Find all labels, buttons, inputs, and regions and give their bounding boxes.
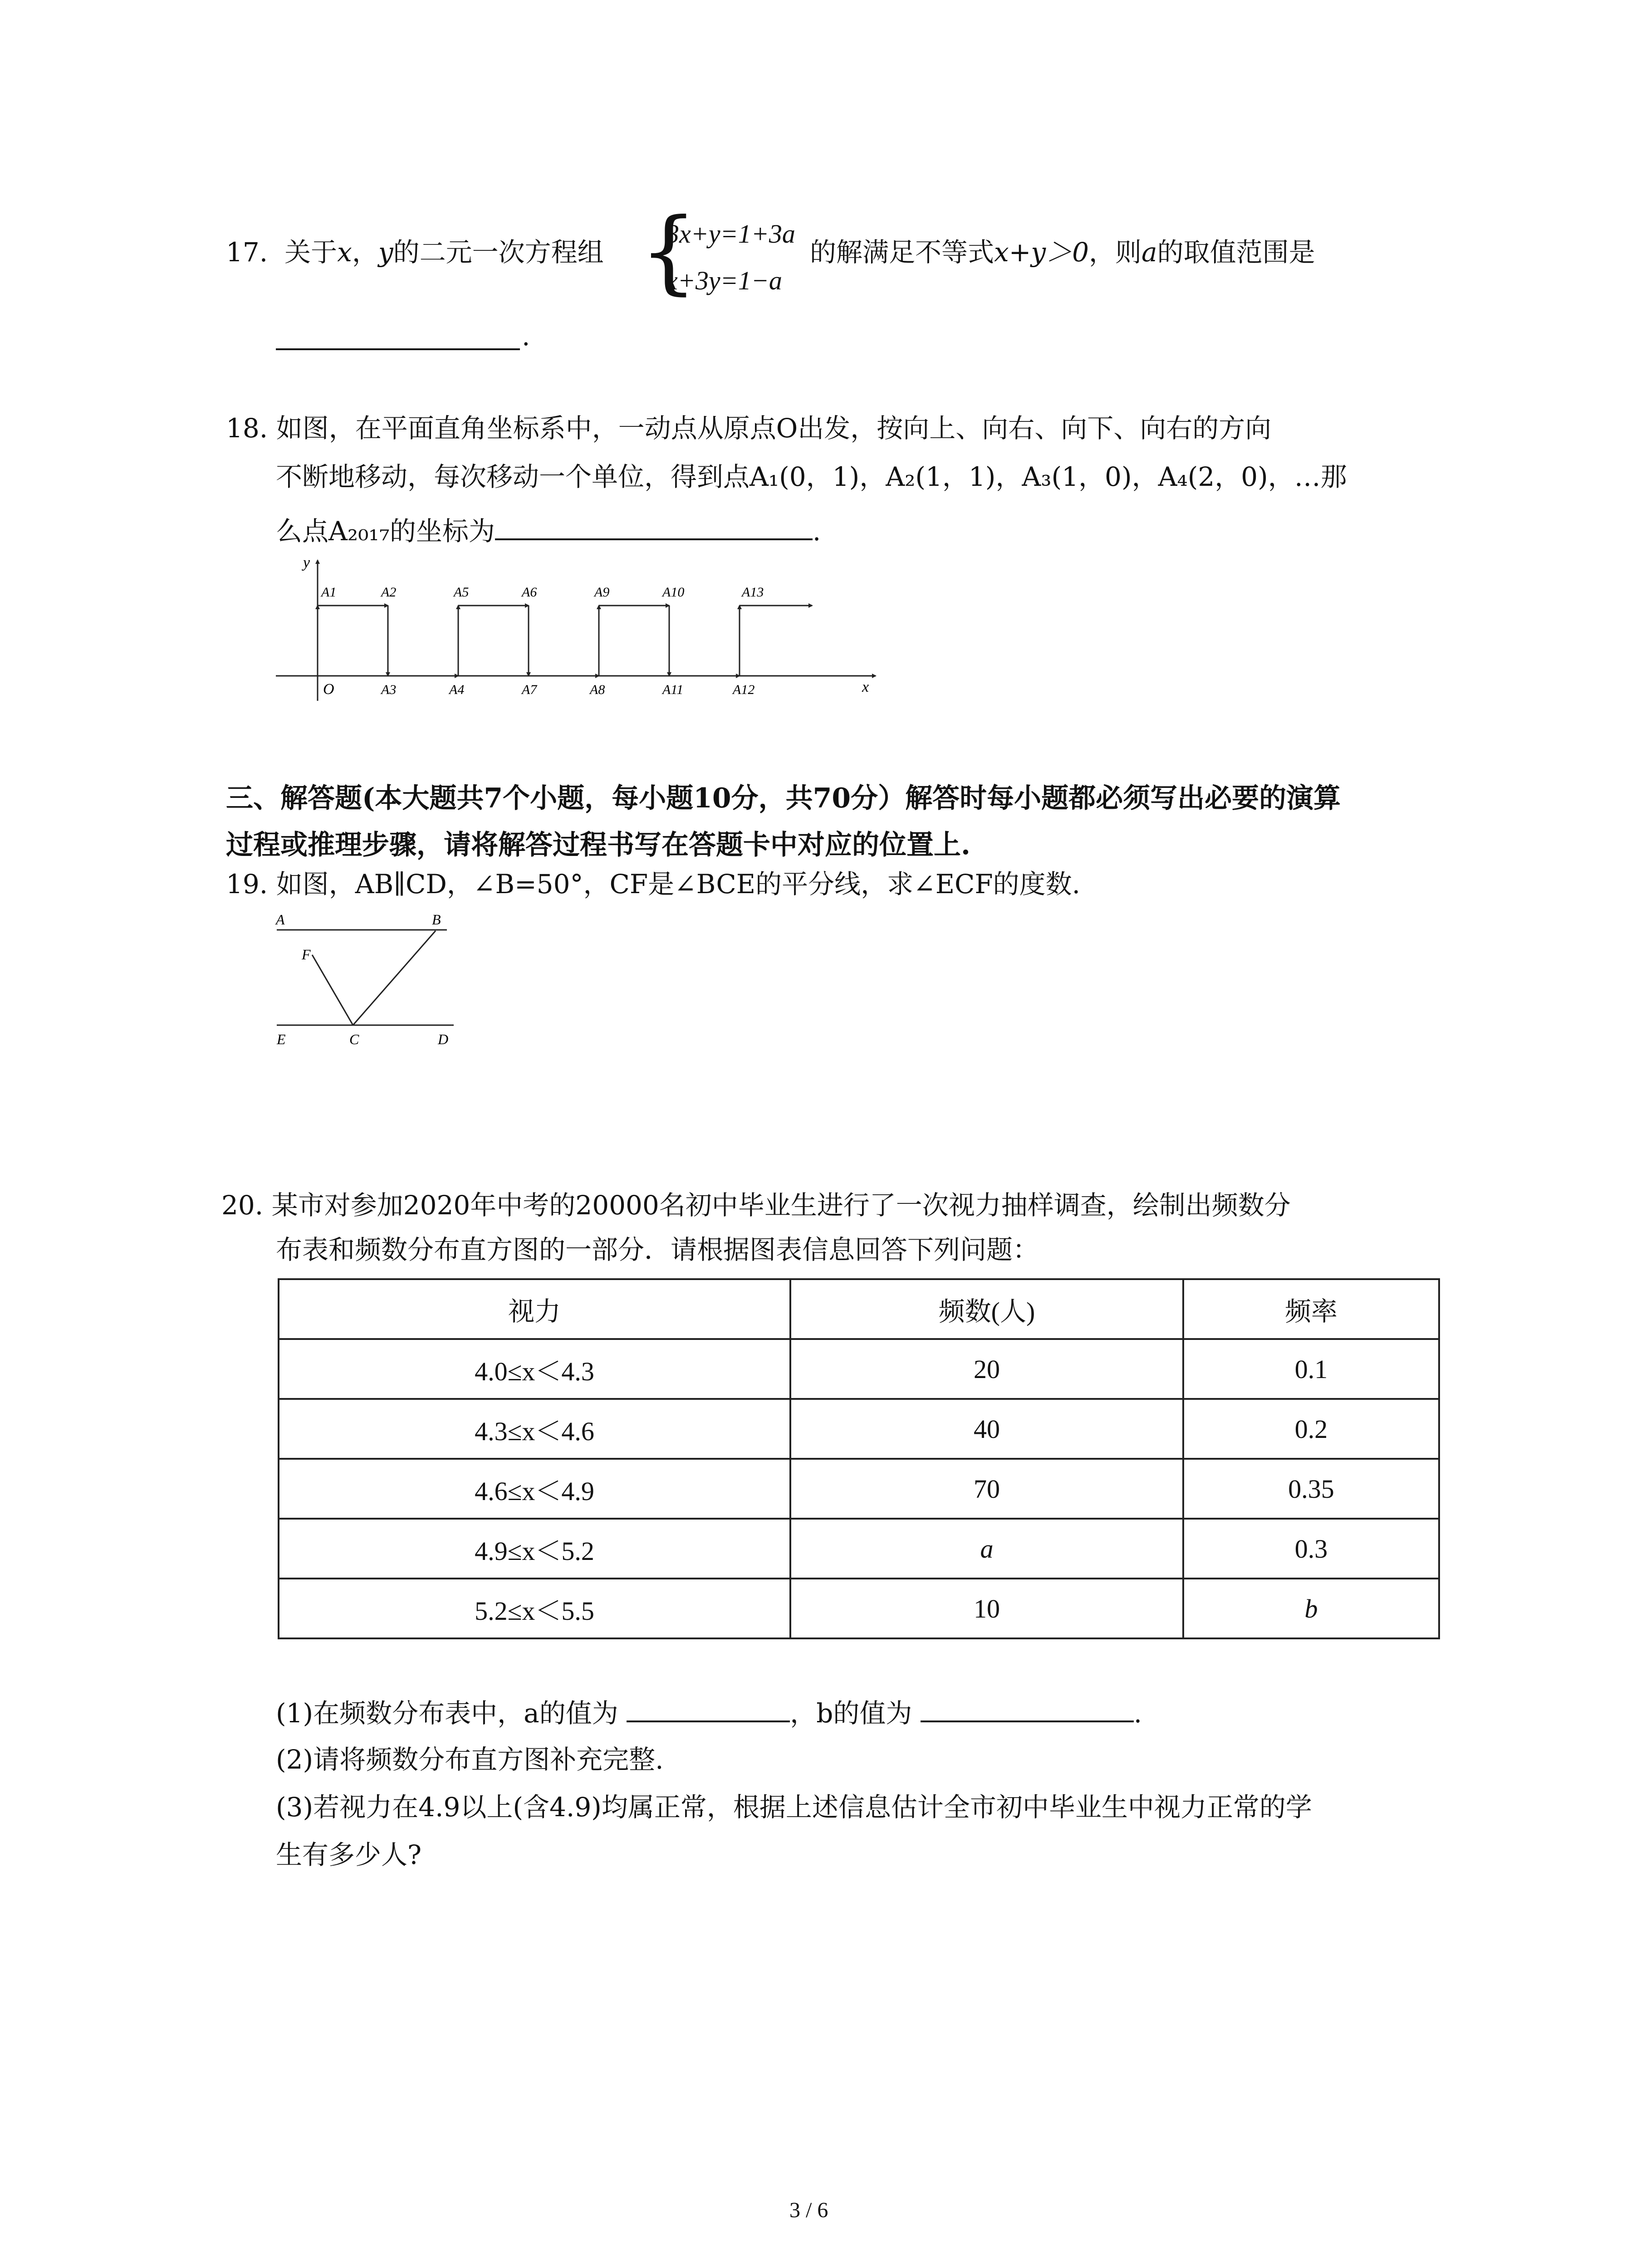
q17-end: .: [522, 321, 530, 352]
table-header-cell: 视力: [279, 1279, 790, 1339]
table-cell: a: [790, 1519, 1183, 1579]
q18-label-A5: A5: [454, 585, 469, 600]
q20-sub3-line1: (3)若视力在4.9以上(含4.9)均属正常，根据上述信息估计全市初中毕业生中视力正常的学: [276, 1792, 1312, 1823]
q19-label-D: D: [438, 1031, 449, 1047]
table-cell: 0.2: [1183, 1399, 1439, 1459]
q17-post2: ，则: [1089, 237, 1142, 268]
q18-label-A7: A7: [522, 682, 537, 697]
table-cell: b: [1183, 1579, 1439, 1638]
q18-axis-y-label: y: [303, 556, 310, 571]
q20-text1: 某市对参加2020年中考的20000名初中毕业生进行了一次视力抽样调查，绘制出频数分: [271, 1190, 1291, 1221]
table-header-row: [279, 1279, 1439, 1339]
q17-tail: [810, 237, 1315, 268]
q17-a: a: [1141, 237, 1157, 268]
table-cell: 5.2≤x＜5.5: [279, 1579, 790, 1638]
table-cell: 0.35: [1183, 1459, 1439, 1519]
q18-line1: [226, 413, 1272, 444]
q20-sub2: (2)请将频数分布直方图补充完整.: [276, 1744, 664, 1775]
q20-a-blank[interactable]: [627, 1721, 790, 1722]
q19-line: [226, 871, 1080, 897]
q19-label-C: C: [349, 1031, 359, 1047]
q18-figure: [272, 556, 880, 705]
table-row: [279, 1399, 1439, 1459]
q17-number: 17.: [226, 237, 268, 268]
table-cell: 10: [790, 1579, 1183, 1638]
table-cell: 4.9≤x＜5.2: [279, 1519, 790, 1579]
table-row: [279, 1579, 1439, 1638]
q17-eq1: 3x+y=1+3a: [666, 219, 795, 249]
table-row: [279, 1459, 1439, 1519]
q17-pre: 关于: [284, 237, 338, 268]
q18-label-A13: A13: [742, 585, 764, 600]
q17-mid: 的二元一次方程组: [393, 237, 604, 268]
q17-ineq: x+y＞0: [994, 237, 1089, 268]
q18-axis-x-label: x: [862, 679, 869, 695]
q20-sub1: [276, 1698, 1142, 1729]
q18-line3-pre: 么点A₂₀₁₇的坐标为: [276, 516, 495, 547]
q17-eq2: x+3y=1−a: [666, 266, 782, 295]
q19-number: 19.: [226, 869, 268, 899]
q17-sep: ，: [352, 237, 378, 268]
q20-b-blank[interactable]: [921, 1721, 1134, 1722]
table-cell: 20: [790, 1339, 1183, 1399]
q18-label-A10: A10: [662, 585, 685, 600]
table-cell: 40: [790, 1399, 1183, 1459]
table-cell: 4.0≤x＜4.3: [279, 1339, 790, 1399]
q17-x: x: [337, 237, 352, 268]
q18-label-A9: A9: [594, 585, 610, 600]
table-row: [279, 1519, 1439, 1579]
q18-label-A2: A2: [381, 585, 397, 600]
table-cell: 70: [790, 1459, 1183, 1519]
q17-answer-blank[interactable]: [276, 348, 520, 350]
q19-text: 如图，AB∥CD，∠B=50°，CF是∠BCE的平分线，求∠ECF的度数.: [276, 869, 1081, 899]
q20-sub1-mid: ，b的值为: [790, 1698, 912, 1729]
q20-line2: 布表和频数分布直方图的一部分．请根据图表信息回答下列问题：: [276, 1234, 1039, 1265]
table-cell: 0.3: [1183, 1519, 1439, 1579]
q19-label-A: A: [276, 911, 285, 928]
q19-label-B: B: [432, 911, 441, 928]
q18-label-A1: A1: [321, 585, 337, 600]
table-cell: 0.1: [1183, 1339, 1439, 1399]
table-cell: 4.3≤x＜4.6: [279, 1399, 790, 1459]
q17-post3: 的取值范围是: [1157, 237, 1315, 268]
table-cell: 4.6≤x＜4.9: [279, 1459, 790, 1519]
q20-sub1-end: .: [1133, 1698, 1142, 1729]
q20-sub1-pre: (1)在频数分布表中，a的值为: [276, 1698, 618, 1729]
q19-figure: [272, 907, 463, 1057]
q18-label-A4: A4: [449, 682, 465, 697]
q17-brace: {: [640, 199, 698, 304]
q18-label-A12: A12: [733, 682, 755, 697]
q18-line2: 不断地移动，每次移动一个单位，得到点A₁(0，1)，A₂(1，1)，A₃(1，0)，A₄(2，0)，…那: [276, 461, 1347, 492]
q20-line1: [221, 1190, 1291, 1221]
q17-post1: 的解满足不等式: [810, 237, 994, 268]
table-header-cell: 频率: [1183, 1279, 1439, 1339]
frequency-table: [278, 1278, 1440, 1639]
q18-label-A11: A11: [662, 682, 684, 697]
q20-number: 20.: [221, 1190, 264, 1221]
q18-text1: 如图，在平面直角坐标系中，一动点从原点O出发，按向上、向右、向下、向右的方向: [276, 413, 1272, 444]
q18-number: 18.: [226, 413, 268, 444]
page-number: 3 / 6: [789, 2198, 828, 2222]
q18-label-A3: A3: [381, 682, 397, 697]
q18-line3-end: .: [812, 516, 821, 547]
q20-sub3-line2: 生有多少人?: [276, 1839, 422, 1870]
q19-label-E: E: [277, 1031, 286, 1047]
section3-line2: 过程或推理步骤，请将解答过程书写在答题卡中对应的位置上.: [226, 829, 970, 861]
q18-label-A6: A6: [522, 585, 537, 600]
q17-line: [226, 237, 604, 268]
q19-label-F: F: [302, 946, 311, 963]
q18-answer-blank[interactable]: [495, 538, 813, 540]
section3-line1: 三、解答题(本大题共7个小题，每小题10分，共70分）解答时每小题都必须写出必要的演算: [226, 782, 1341, 814]
table-header-cell: 频数(人): [790, 1279, 1183, 1339]
q18-origin-label: O: [323, 681, 334, 698]
q18-label-A8: A8: [590, 682, 605, 697]
q17-y: y: [378, 237, 393, 268]
q18-line3: [276, 516, 821, 547]
table-row: [279, 1339, 1439, 1399]
